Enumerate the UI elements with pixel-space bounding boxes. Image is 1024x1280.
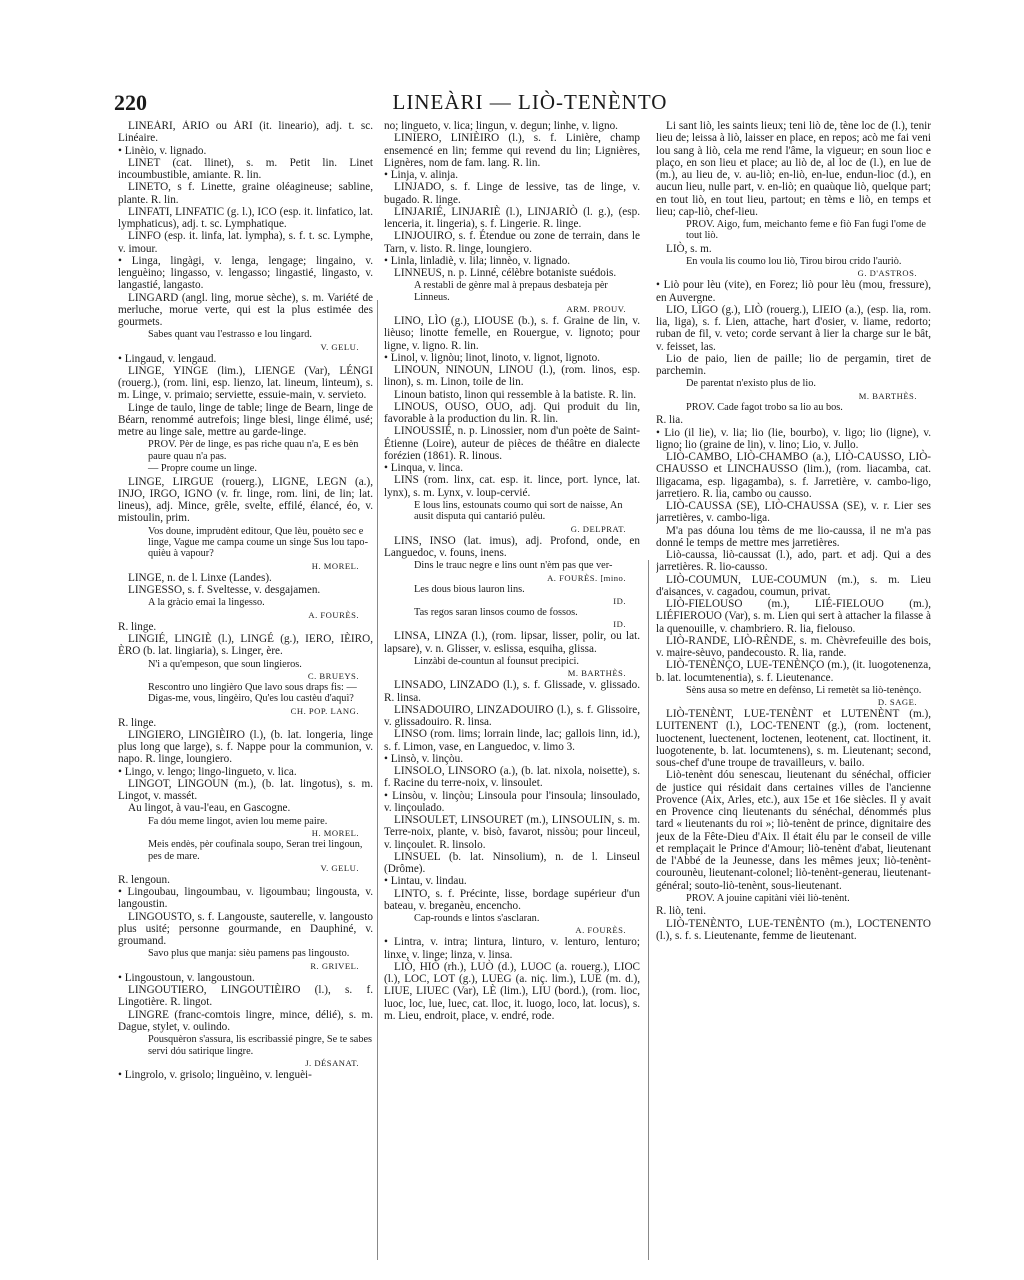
- attribution: G. D'ASTROS.: [857, 268, 917, 279]
- entry: LINOUS, OUSO, OUO, adj. Qui produit du lin, favorable à la production du lin. R. lin.: [384, 400, 640, 426]
- entry: LIÒ-CAUSSA (SE), LIÒ-CHAUSSA (SE), v. r. Lier ses jarretières, v. cambo-liga.: [656, 500, 931, 525]
- entry: LINGRE (franc-comtois lingre, mince, délié), s. m. Dague, stylet, v. oulindo.: [118, 1008, 373, 1033]
- attribution: H. MOREL.: [311, 560, 359, 571]
- reference-entry: • Linèio, v. lignado.: [118, 144, 207, 157]
- entry: LINSUEL (b. lat. Ninsolium), n. de l. Linseul (Drôme).: [384, 850, 640, 875]
- entry: LINGOT, LINGOUN (m.), (b. lat. lingotus), s. m. Lingot, v. massét.: [118, 777, 373, 803]
- entry: LIÒ-FIELOUSO (m.), LIÉ-FIELOUO (m.), LIÉFIEROUO (Var), s. m. Lien qui sert à attacher la filasse à la quenouille, v. chambriero. R. lia, fielouso.: [656, 598, 931, 635]
- quotation: Dins le trauc negre e lins ount n'èm pas que ver-: [414, 560, 613, 572]
- running-title: LINEÀRI — LIÒ-TENÈNTO: [392, 90, 668, 114]
- entry: LINJADO, s. f. Linge de lessive, tas de linge, v. bugado. R. linge.: [384, 181, 640, 206]
- reference-entry: • Lingrolo, v. grisolo; linguèino, v. lenguèi-: [118, 1068, 312, 1081]
- entry: LINGOUSTO, s. f. Langouste, sauterelle, v. langousto plus usité; personne gourmande, en Dauphiné, v. groumand.: [118, 910, 373, 948]
- attribution: V. GELU.: [320, 341, 359, 352]
- quotation: PROV. A jouine capitàni vièi liò-tenènt.: [686, 892, 850, 904]
- reference-entry: • Lingo, v. lengo; lingo-lingueto, v. lica.: [118, 765, 297, 778]
- attribution: CH. POP. LANG.: [290, 705, 359, 716]
- entry: LIÒ-TENÈNTO, LUE-TENÈNTO (m.), LOCTENENTO (l.), s. f. s. Lieutenante, femme de lieutenant.: [656, 917, 931, 942]
- page-number: 220: [114, 90, 147, 115]
- attribution: ARM. PROUV.: [566, 304, 626, 315]
- column-middle: [384, 120, 640, 1260]
- entry: LINTO, s. f. Précinte, lisse, bordage supérieur d'un bateau, v. breganèu, encencho.: [384, 887, 640, 912]
- reference-entry: • Linga, lingàgi, v. lenga, lengage; lingaino, v. lenguèino; lingasso, v. lengasso; lingastié, lingasto, v. langastié, langasto.: [118, 254, 373, 292]
- reference-entry: R. lia.: [656, 414, 684, 427]
- entry: LINS (rom. linx, cat. esp. it. lince, port. lynce, lat. lynx), s. m. Lynx, v. loup-cervié.: [384, 474, 640, 499]
- entry: LINGESSO, s. f. Sveltesse, v. desgajamen.: [128, 584, 321, 597]
- entry: LINGE, YINGE (lim.), LIENGE (Var), LÉNGI (rouerg.), (rom. lini, esp. lienzo, lat. lineum, linteum), s. m. Linge, v. primaio; serviette, essuie-main, v. servieto.: [118, 364, 373, 402]
- quotation: PROV. Cade fagot trobo sa lio au bos.: [686, 401, 843, 413]
- reference-entry: • Liò pour lèu (vite), en Forez; liò pour lèu (mou, fressure), en Auvergne.: [656, 279, 931, 304]
- entry: LINS, INSO (lat. imus), adj. Profond, onde, en Languedoc, v. founs, inens.: [384, 534, 640, 559]
- quotation: PROV. Pèr de linge, es pas riche quau n'a, E es bèn paure quau n'a pas.: [148, 439, 359, 462]
- quotation: Vos doune, imprudènt editour, Que lèu, pouèto sec e linge, Vague me campa coume un singe Sus lou tapo-quièu à vapour?: [148, 525, 368, 560]
- attribution: ID.: [613, 595, 626, 606]
- quotation: En voula lis coumo lou liò, Tirou birou crido l'auriò.: [686, 256, 902, 268]
- entry: LIÒ, s. m.: [666, 242, 712, 255]
- reference-entry: no; lingueto, v. lica; lingun, v. degun; linhe, v. ligno.: [384, 120, 618, 132]
- reference-entry: • Linsò, v. linçòu.: [384, 752, 464, 765]
- entry: LIÒ-CAMBO, LIÒ-CHAMBO (a.), LIÒ-CAUSSO, LIÒ-CHAUSSO et LINCHAUSSO (lim.), (rom. liacamba, cat. lligacama, esp. ligagamba), s. f. Jarretière, v. cambo-ligo, jarretiero. R. lia, cambo ou causso.: [656, 451, 931, 500]
- quotation: Meis endès, pèr coufinala soupo, Seran trei lingoun, pes de mare.: [148, 839, 363, 862]
- quotation: — Propre coume un linge.: [148, 463, 257, 475]
- attribution: A. FOURÈS.: [308, 609, 359, 620]
- entry: LINGOUTIERO, LINGOUTIÈIRO (l.), s. f. Lingotière. R. lingot.: [118, 984, 373, 1009]
- attribution: M. BARTHÈS.: [567, 668, 626, 679]
- reference-entry: • Lingoustoun, v. langoustoun.: [118, 971, 255, 984]
- entry: LINGIERO, LINGIÈIRO (l.), (b. lat. longeria, linge plus long que large), s. f. Nappe pour la communion, v. napo. R. linge, loungiero.: [118, 728, 373, 766]
- entry: LINGE, n. de l. Linxe (Landes).: [128, 571, 272, 584]
- entry: LIÒ-TENÈNT, LUE-TENÈNT et LUTENÈNT (m.), LUITENENT (l.), LOC-TENENT (g.), (rom. loctenent, luoctenent, luectenent, loctenen, leotenent, cat. lloctinent, it. luogotenente, b. lat. locumtenens), s. m. Lieutenant; second, sous-chef d'une troupe de travailleurs, v. bailo.: [656, 708, 931, 770]
- entry: LINIERO, LINIÈIRO (l.), s. f. Linière, champ ensemencé en lin; femme qui revend du lin; Lignières, Lignères, nom de fam. lang. R. lin.: [384, 132, 640, 169]
- quotation: Cap-rounds e lintos s'asclaran.: [414, 913, 540, 924]
- quotation: A restabli de gènre mal à prepaus desbateja pèr Linneus.: [414, 280, 608, 303]
- entry: Linoun batisto, linon qui ressemble à la batiste. R. lin.: [394, 388, 637, 401]
- entry: LINGARD (angl. ling, morue sèche), s. m. Variété de merluche, morue verte, qui est la plus estimée des gourmets.: [118, 291, 373, 328]
- entry: LIÒ, HIÒ (rh.), LUÒ (d.), LUOC (a. rouerg.), LIOC (l.), LOC, LOT (g.), LUEG (a. niç. lim.), LUE (m. d.), LIUE, LIUEC (Var), LÈ (lim.), LIU (bord.), (rom. lioc, luoc, loc, lue, luec, cat. lloc, it. luogo, loco, lat. locus), s. m. Lieu, endroit, place, v. endré, rode.: [384, 960, 640, 1022]
- attribution: V. GELU.: [320, 862, 359, 873]
- reference-entry: • Lingaud, v. lengaud.: [118, 352, 217, 365]
- entry: LINSOULET, LINSOURET (m.), LINSOULIN, s. m. Terre-noix, plante, v. bisò, favarot, nissòu; pour linceul, v. linçoulet. R. linsolo.: [384, 814, 640, 851]
- attribution: D. SAGE.: [877, 697, 917, 708]
- reference-entry: R. lengoun.: [118, 873, 170, 886]
- entry: LINEÀRI, ÀRIO ou ÀRI (it. lineario), adj. t. sc. Linéaire.: [118, 120, 373, 145]
- entry: LINGE, LIRGUE (rouerg.), LIGNE, LEGN (a.), INJO, IRGO, IGNO (v. fr. linge, rom. lini, de lin; lat. lineus), adj. Mince, grêle, svelte, effilé, élancé, éo, v. mistoulin, prim.: [118, 475, 373, 525]
- reference-entry: • Linqua, v. linca.: [384, 462, 463, 475]
- entry: LINSA, LINZA (l.), (rom. lipsar, lisser, polir, ou lat. lapsare), v. n. Glisser, v. eslissa, esquiha, glissa.: [384, 630, 640, 655]
- entry: M'a pas dóuna lou tèms de me lio-caussa, il ne m'a pas donné le temps de mettre mes jarretières.: [656, 524, 931, 549]
- attribution: G. DELPRAT.: [570, 523, 626, 534]
- entry: LINO, LÌO (g.), LIOUSE (b.), s. f. Graine de lin, v. lièuso; linotte femelle, en Rouergue, v. lignoto; pour ligne, v. ligno. R. lin.: [384, 315, 640, 352]
- entry: LINFO (esp. it. linfa, lat. lympha), s. f. t. sc. Lymphe, v. imour.: [118, 230, 373, 255]
- quotation: Pousquèron s'assura, lis escribassié pingre, Se te sabes servi dóu satirique lingre.: [148, 1034, 373, 1057]
- entry: LINOUN, NINOUN, LINOU (l.), (rom. linos, esp. linon), s. m. Linon, toile de lin.: [384, 364, 640, 389]
- entry: LIÒ-COUMUN, LUE-COUMUN (m.), s. m. Lieu d'aisances, v. cagadou, coumun, privat.: [656, 573, 931, 598]
- reference-entry: R. linge.: [118, 716, 157, 729]
- quotation: Rescontro uno lingièro Que lavo sous draps fis: — Digas-me, vous, lingèiro, Qu'es lou castèu d'aquì?: [148, 681, 357, 705]
- entry: Lio de paio, lien de paille; lio de pergamin, tiret de parchemin.: [656, 352, 931, 378]
- entry: LIO, LIGO (g.), LIÒ (rouerg.), LIEIO (a.), (esp. lia, rom. lia, liga), s. f. Lien, attache, hart d'osier, v. liame, redorto; ruban de fil, v. veto; corde servant à lier la charge sur le bât, v. feisset, las.: [656, 303, 931, 353]
- entry: LINET (cat. llinet), s. m. Petit lin. Linet incoumbustible, amiante. R. lin.: [118, 156, 373, 181]
- entry: Liò-tenènt dóu senescau, lieutenant du sénéchal, officier de justice qui résidait dans certaines villes de l'ancienne Provence (Aix, Arles, etc.), aux 15e et 16e siècles. Il y avait en Provence cinq lieutenants du sénéchal, dénommés plus tard « lieutenants du roi »; liò-tenènt de prince, dignitaire des jeux de la Fête-Dieu d'Aix. Il était élu par le conseil de ville et remplaçait le Prince d'Amour; liò-tenènt d'abat, lieutenant de l'Abbé de la Jeunesse, dans les mêmes jeux; liò-tenènt-courounèu, lieutenant-colonel; liò-tenènt-generau, lieutenant-général; souto-liò-tenènt, sous-lieutenant.: [656, 769, 931, 892]
- entry: LINSO (rom. lims; lorrain linde, lac; gallois linn, id.), s. f. Limon, vase, en Languedoc, v. limo 3.: [384, 728, 640, 753]
- reference-entry: • Linja, v. alinja.: [384, 169, 459, 181]
- reference-entry: R. linge.: [118, 620, 157, 633]
- entry: Liò-caussa, liò-caussat (l.), ado, part. et adj. Qui a des jarretières. R. lio-causso.: [656, 549, 931, 574]
- attribution: R. GRIVEL.: [310, 960, 359, 971]
- entry: LINSOLO, LINSORO (a.), (b. lat. nixola, noisette), s. f. Racine du terre-noix, v. linsoulet.: [384, 765, 640, 790]
- entry: Linge de taulo, linge de table; linge de Bearn, linge de Béarn, renommé autrefois; linge blesi, linge élimé, usé; metre au linge sale, mettre au garde-linge.: [118, 401, 373, 439]
- entry: LINOUSSIÉ, n. p. Linossier, nom d'un poète de Saint-Étienne (Loire), auteur de pièces de théâtre en dialecte forézien (1861). R. linous.: [384, 425, 640, 462]
- entry: LINFATI, LINFATIC (g. l.), ICO (esp. it. linfatico, lat. lymphaticus), adj. t. sc. Lymphatique.: [118, 205, 373, 230]
- reference-entry: • Linsòu, v. linçòu; Linsoula pour l'insoula; linsoulado, v. linçoulado.: [384, 789, 640, 814]
- attribution: H. MOREL.: [311, 828, 359, 839]
- entry: LINETO, s f. Linette, graine oléagineuse; sabline, plante. R. lin.: [118, 181, 373, 206]
- entry: LINNEUS, n. p. Linné, célèbre botaniste suédois.: [394, 267, 617, 279]
- attribution: M. BARTHÈS.: [858, 390, 917, 401]
- entry: LIÒ-TENÈNÇO, LUE-TENÈNÇO (m.), (it. luogotenenza, b. lat. locumtenentia), s. f. Lieutenance.: [656, 659, 931, 684]
- reference-entry: • Linol, v. lignòu; linot, linoto, v. lignot, lignoto.: [384, 351, 600, 364]
- quotation: Tas regos saran linsos coumo de fossos.: [414, 606, 578, 618]
- quotation: N'i a qu'empeson, que soun lingieros.: [148, 658, 302, 670]
- page-header: [114, 90, 946, 116]
- reference-entry: • Lingoubau, lingoumbau, v. ligoumbau; lingousta, v. langoustin.: [118, 886, 373, 911]
- quotation: Savo plus que manja: sièu pamens pas lingousto.: [148, 948, 350, 960]
- entry: LINGIÉ, LINGIÈ (l.), LINGÉ (g.), IERO, IÈIRO, ÈRO (b. lat. lingiaria), s. Linger, ère.: [118, 633, 373, 658]
- quotation: A la gràcio emai la lingesso.: [148, 597, 265, 609]
- quotation: De parentat n'existo plus de lio.: [686, 378, 816, 390]
- attribution: A. FOURÈS.: [575, 925, 626, 936]
- entry: LINSADO, LINZADO (l.), s. f. Glissade, v. glissado. R. linsa.: [384, 679, 640, 704]
- reference-entry: • Lio (il lie), v. lia; lio (lie, bourbo), v. ligo; lio (ligne), v. ligno; lio (graine de lin), v. lino; Lio, v. Jullo.: [656, 426, 931, 451]
- entry: LINSADOUIRO, LINZADOUIRO (l.), s. f. Glissoire, v. glissadouiro. R. linsa.: [384, 703, 640, 728]
- column-divider-left: [377, 300, 378, 1260]
- quotation: Sèns ausa so metre en defènso, Li remetèt sa liò-tenènço.: [686, 684, 922, 696]
- attribution: A. FOURÈS. [mino.: [547, 572, 626, 583]
- attribution: C. BRUEYS.: [307, 670, 359, 681]
- quotation: Fa dóu meme lingot, avien lou meme paire.: [148, 815, 328, 827]
- attribution: ID.: [613, 619, 626, 630]
- quotation: Linzàbi de-countun al founsut precipici.: [414, 655, 579, 667]
- entry: LINJARIÉ, LINJARIÈ (l.), LINJARIÒ (l. g.), (esp. lenceria, it. lingeria), s. f. Lingerie. R. linge.: [384, 205, 640, 230]
- quotation: Sabes quant vau l'estrasso e lou lingard.: [148, 329, 312, 341]
- reference-entry: • Lintau, v. lindau.: [384, 875, 467, 888]
- reference-entry: • Lintra, v. intra; lintura, linturo, v. lenturo, lenturo; linxe, v. linge; linza, v. linsa.: [384, 936, 640, 961]
- column-divider-right: [648, 560, 649, 1260]
- entry: LIÒ-RANDE, LIÒ-RÈNDE, s. m. Chèvrefeuille des bois, v. maire-sèuvo, pandecousto. R. lia, rande.: [656, 634, 931, 660]
- reference-entry: R. liò, teni.: [656, 905, 707, 918]
- reference-entry: • Linla, linladiè, v. lila; linnèo, v. lignado.: [384, 254, 571, 267]
- entry: Au lingot, à vau-l'eau, en Gascogne.: [128, 802, 291, 815]
- quotation: Les dous bious lauron lins.: [414, 583, 525, 595]
- attribution: J. DÉSANAT.: [305, 1057, 359, 1068]
- entry: Li sant liò, les saints lieux; teni liò de, tène loc de (l.), tenir lieu de; leissa à liò, laisser en place, en repos; acò me fai veni lou sang à liò, cela me rend l'âme, la vigueur; en soun lioc e plaço, en son lieu et place; au liò de, al loc de (l.), en lue de (m.), au lieu de, v. au-liò; en-liò, en-lue, endun-lioc (d.), en aucun lieu, nulle part, v. en-liò; en quaùque liò, quelque part; en tout liò, en tout lieu, partout; en tèms e liò, en temps et lieu; cap-liò, chef-lieu.: [656, 120, 931, 218]
- column-right: [656, 120, 931, 1260]
- column-left: [118, 120, 373, 1260]
- quotation: PROV. Aigo, fum, meichanto feme e fiò Fan fugi l'ome de tout liò.: [686, 219, 926, 242]
- quotation: E lous lins, estounats coumo qui sort de naisse, An ausit disputa qui cantarió pulèu.: [414, 499, 623, 523]
- entry: LINJOUIRO, s. f. Étendue ou zone de terrain, dans le Tarn, v. listo. R. linge, loungiero.: [384, 230, 640, 255]
